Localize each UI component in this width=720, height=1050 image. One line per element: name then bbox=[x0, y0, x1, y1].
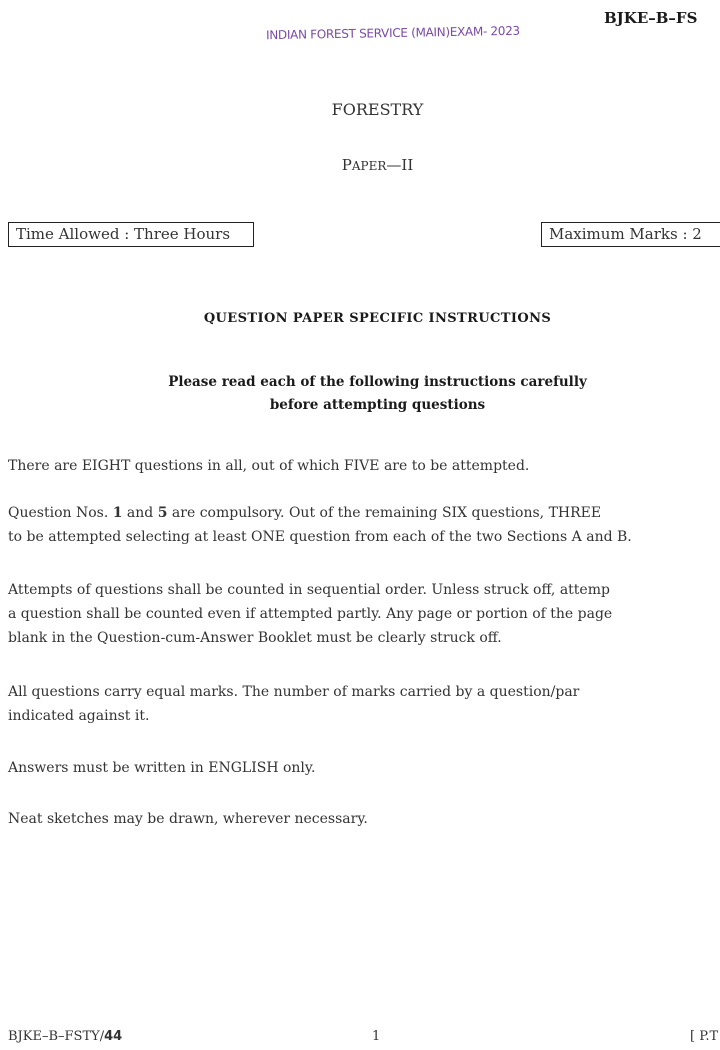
instruction-1: There are EIGHT questions in all, out of which FIVE are to be attempted. bbox=[8, 458, 530, 474]
read-carefully-line-1: Please read each of the following instructions carefully bbox=[168, 374, 587, 390]
paper-code-top: BJKE–B–FS bbox=[604, 9, 698, 27]
subject-title: FORESTRY bbox=[331, 100, 424, 119]
instructions-heading: QUESTION PAPER SPECIFIC INSTRUCTIONS bbox=[203, 311, 552, 326]
instruction-6: Neat sketches may be drawn, wherever necessary. bbox=[8, 811, 368, 827]
instruction-4: All questions carry equal marks. The number of marks carried by a question/par indicated against it. bbox=[8, 684, 580, 724]
page-number: 1 bbox=[372, 1029, 381, 1044]
paper-number: PAPER—II bbox=[341, 156, 414, 174]
read-carefully-line-2: before attempting questions bbox=[269, 397, 486, 413]
instruction-3: Attempts of questions shall be counted in sequential order. Unless struck off, attemp a question shall be counted even if attempted partly. Any page or portion of the page blank in the Question-cum-Answer Booklet must be clearly struck off. bbox=[8, 582, 613, 646]
read-carefully-note bbox=[0, 371, 720, 417]
max-marks-box: Maximum Marks : 2 bbox=[541, 222, 720, 247]
instruction-5: Answers must be written in ENGLISH only. bbox=[8, 760, 316, 776]
exam-stamp: INDIAN FOREST SERVICE (MAIN)EXAM- 2023 bbox=[265, 23, 520, 43]
footer-paper-code: BJKE–B–FSTY/44 bbox=[8, 1029, 123, 1044]
time-allowed-box: Time Allowed : Three Hours bbox=[8, 222, 254, 247]
instruction-2: Question Nos. 1 and 5 are compulsory. Out of the remaining SIX questions, THREE to be attempted selecting at least ONE question from each of the two Sections A and B. bbox=[8, 505, 632, 545]
please-turn-over: [ P.T bbox=[690, 1029, 719, 1044]
